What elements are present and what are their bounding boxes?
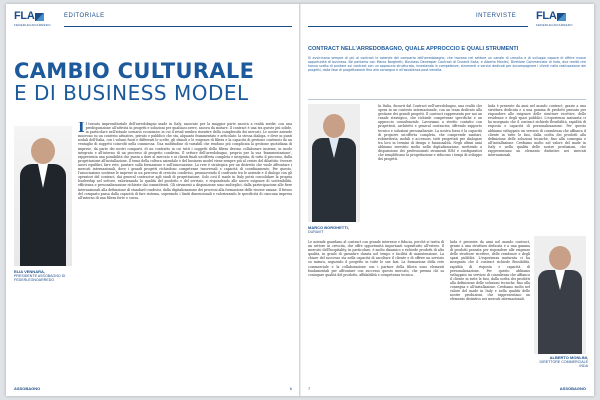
editorial-text: l tessuto imprenditoriale dell'arredobagno made in Italy, ancorato per la maggior parte ancora a realtà medie, con una predisposizione all'attività in progetti e soluzioni per qualsiasi avere, ancora da mutare. Il contract è una tra queste più solide, in particolare nell'attuale scenario economico in cui il retail sembra risentire della complessità dei mercati. Le nostre aziende muovono su un contesto attuativo, privato e pubblico che sta, alquanto frammentato e articolato: la stessa dialoga, e deve in punti nodali dell'Italia, con i volumi fuori e differenti le scelte, gli stimoli e le esigenze di filiera e la capacità di gestione contenuti da un ventaglio di soggetti coinvolti nella commessa. Una moltitudine di variabili che rendono più complicata la gestione quotidiana di imprese, da parte dei nostri comparti, di un contratto in cui tutti i soggetti della filiera devono collaborare insieme, in modo integrato e all'interno di un processo di progetto condiviso. Il settore dell'arredobagno, proprio per la sua 'frammentazione', rappresenta una possibilità che punta a dare al mercato e ai clienti finali un'offerta completa e integrata, di tutto il processo, dalla progettazione all'installazione. Il tema della cultura aziendale e del business model viene sempre più al centro del dibattito: trovare nuovi equilibri, fare rete, puntare sulla formazione e sull'innovazione. La rete è strategica per un distretto che vuole affrontare i mercati internazionali, dove i grandi progetti richiedono competenze trasversali e capacità di coordinamento. Per questo, l'associazione sostiene le imprese in un percorso di crescita condiviso, promuovendo il confronto tra le aziende e il dialogo con gli operatori del contract, dai general contractor agli studi di progettazione. Solo così il made in Italy potrà consolidare la propria leadership nel settore, valorizzando la qualità del prodotto e del servizio, e rispondendo alle nuove esigenze di sostenibilità, efficienza e personalizzazione richieste dai committenti. Gli strumenti a disposizione sono molteplici: dalla partecipazione alle fiere internazionali alla definizione di standard condivisi, dalla digitalizzazione dei processi alla formazione delle risorse umane. Il futuro del comparto passa dalla capacità di fare sistema, superando i limiti dimensionali e valorizzando le specificità di ciascuna impresa all'interno di una filiera forte e coesa. bbox=[78, 122, 292, 200]
right-page bbox=[300, 4, 594, 396]
portrait-head bbox=[31, 138, 55, 164]
interview-intro: Si avvicinano sempre di più al contract le aziende del comparto dell'arredobagno, che trovano nel settore un canale di crescita e di sviluppo capace di offrire nuove opportunità di business. Ne parliamo con Marco Borghetti, Business Developer Contract di Duravit Italia, e Alberto Monlini, Direttore Commerciale di Inda, due realtà che hanno scelto di puntare sul contract con un approccio strutturato, investendo in competenze, strumenti e servizi dedicati per accompagnare i clienti nella realizzazione dei progetti, dalla fase di progettazione fino alla consegna e all'assistenza post vendita. bbox=[308, 56, 586, 100]
magazine-spread bbox=[6, 4, 594, 396]
footer-label: ASSOBAGNO bbox=[559, 386, 586, 391]
author-portrait bbox=[14, 126, 72, 266]
author-name: ELIA VENNARA, bbox=[14, 269, 45, 274]
author-caption bbox=[14, 270, 72, 283]
author-role: PRESIDENTE ASSOBAGNO DI FEDERLEGNOARREDO bbox=[14, 274, 66, 283]
fla-logo-text: FLA bbox=[14, 10, 35, 22]
left-page bbox=[6, 4, 300, 396]
page-number: 7 bbox=[308, 386, 311, 391]
section-label: EDITORIALE bbox=[64, 13, 105, 19]
portrait-head bbox=[323, 114, 345, 138]
headline-line-1: CAMBIO CULTURALE bbox=[14, 59, 255, 83]
header-rule bbox=[308, 26, 528, 27]
page-number: 6 bbox=[289, 386, 292, 391]
interview-column-4: Inda è presente da anni nel mondo contract, grazie a una struttura dedicata e a una gamma di prodotti pensata per rispondere alle esigenze delle strutture ricettive, delle residenze e degli spazi pubblici. L'esperienza maturata ci ha insegnato che il contract richiede flessibilità, rapidità di risposta e capacità di personalizzazione. Per questo abbiamo sviluppato un servizio di consulenza che affianca il cliente in tutte le fasi, dalla scelta dei prodotti alla definizione delle soluzioni tecniche, fino alla consegna e all'installazione. Crediamo molto nel valore del made in Italy e nella qualità delle nostre produzioni, che rappresentano un elemento distintivo nei mercati internazionali. bbox=[450, 240, 530, 302]
interviewee-caption-marco bbox=[308, 226, 378, 234]
footer-label: ASSOBAGNO bbox=[14, 386, 41, 391]
fla-logo-subtitle: FEDERLEGNOARREDO bbox=[536, 23, 573, 27]
interviewee-portrait-marco bbox=[308, 104, 360, 222]
interviewee-name: MARCO BORGHETTI, bbox=[308, 225, 349, 230]
headline-line-2: E DI BUSINESS MODEL bbox=[14, 81, 249, 105]
section-label: INTERVISTE bbox=[476, 13, 517, 19]
interview-column-2: Le aziende guardano al contract con grande interesse e fiducia, perché si tratta di un settore in crescita, che offre opportunità importanti soprattutto all'estero. Il mercato dell'hospitality, in particolare, è molto dinamico e richiede prodotti di alta qualità, in grado di garantire durata nel tempo e facilità di manutenzione. La chiave del successo sta nella capacità di ascoltare il cliente e di offrire un servizio su misura, seguendo il progetto in tutte le sue fasi. La formazione della rete commerciale e la collaborazione con i partner della filiera sono elementi fondamentali per affrontare con successo questo mercato, che premia chi sa coniugare qualità del prodotto, affidabilità e competenza tecnica. bbox=[308, 240, 444, 277]
portrait-head bbox=[549, 246, 571, 270]
fla-logo bbox=[14, 11, 51, 27]
fla-logo-mark-icon bbox=[35, 13, 44, 21]
drop-cap: I bbox=[78, 122, 85, 136]
fla-logo bbox=[536, 11, 573, 27]
editorial-body bbox=[78, 122, 292, 384]
interview-column-3: Inda è presente da anni nel mondo contract, grazie a una struttura dedicata e a una gamma di prodotti pensata per rispondere alle esigenze delle strutture ricettive, delle residenze e degli spazi pubblici. L'esperienza maturata ci ha insegnato che il contract richiede flessibilità, rapidità di risposta e capacità di personalizzazione. Per questo abbiamo sviluppato un servizio di consulenza che affianca il cliente in tutte le fasi, dalla scelta dei prodotti alla definizione delle soluzioni tecniche, fino alla consegna e all'installazione. Crediamo molto nel valore del made in Italy e nella qualità delle nostre produzioni, che rappresentano un elemento distintivo nei mercati internazionali. bbox=[488, 104, 586, 158]
interviewee-name: ALBERTO MONLINI, bbox=[549, 355, 588, 360]
interview-title: CONTRACT NELL'ARREDOBAGNO, QUALE APPROCCIO E QUALI STRUMENTI bbox=[308, 46, 519, 52]
interview-column-1: In Italia, duravit dal Contract nell'arredobagno, una realtà che opera in un contesto internazionale, con un team dedicato alla gestione dei grandi progetti. Il contract rappresenta per noi un canale strategico, che richiede competenze specifiche e un approccio consulenziale. Lavoriamo a stretto contatto con progettisti, architetti e general contractor, offrendo supporto tecnico e soluzioni personalizzate. La nostra forza è la capacità di proporre un'offerta completa, che comprende sanitari, rubinetteria, mobili e accessori, tutti progettati per dialogare tra loro in termini di design e funzionalità. Negli ultimi anni abbiamo investito molto nella digitalizzazione, mettendo a disposizione dei professionisti strumenti BIM e configuratori che semplificano la progettazione e riducono i tempi di sviluppo dei progetti. bbox=[378, 104, 482, 162]
fla-logo-mark-icon bbox=[557, 13, 566, 21]
interviewee-caption-alberto bbox=[534, 356, 588, 369]
header-rule bbox=[64, 26, 292, 27]
interviewee-role: DIRETTORE COMMERCIALE INDA bbox=[539, 360, 588, 369]
interviewee-role: DURAVIT bbox=[308, 230, 324, 235]
interviewee-portrait-alberto bbox=[534, 236, 586, 354]
page-title bbox=[14, 60, 294, 104]
fla-logo-text: FLA bbox=[536, 10, 557, 22]
fla-logo-subtitle: FEDERLEGNOARREDO bbox=[14, 23, 51, 27]
